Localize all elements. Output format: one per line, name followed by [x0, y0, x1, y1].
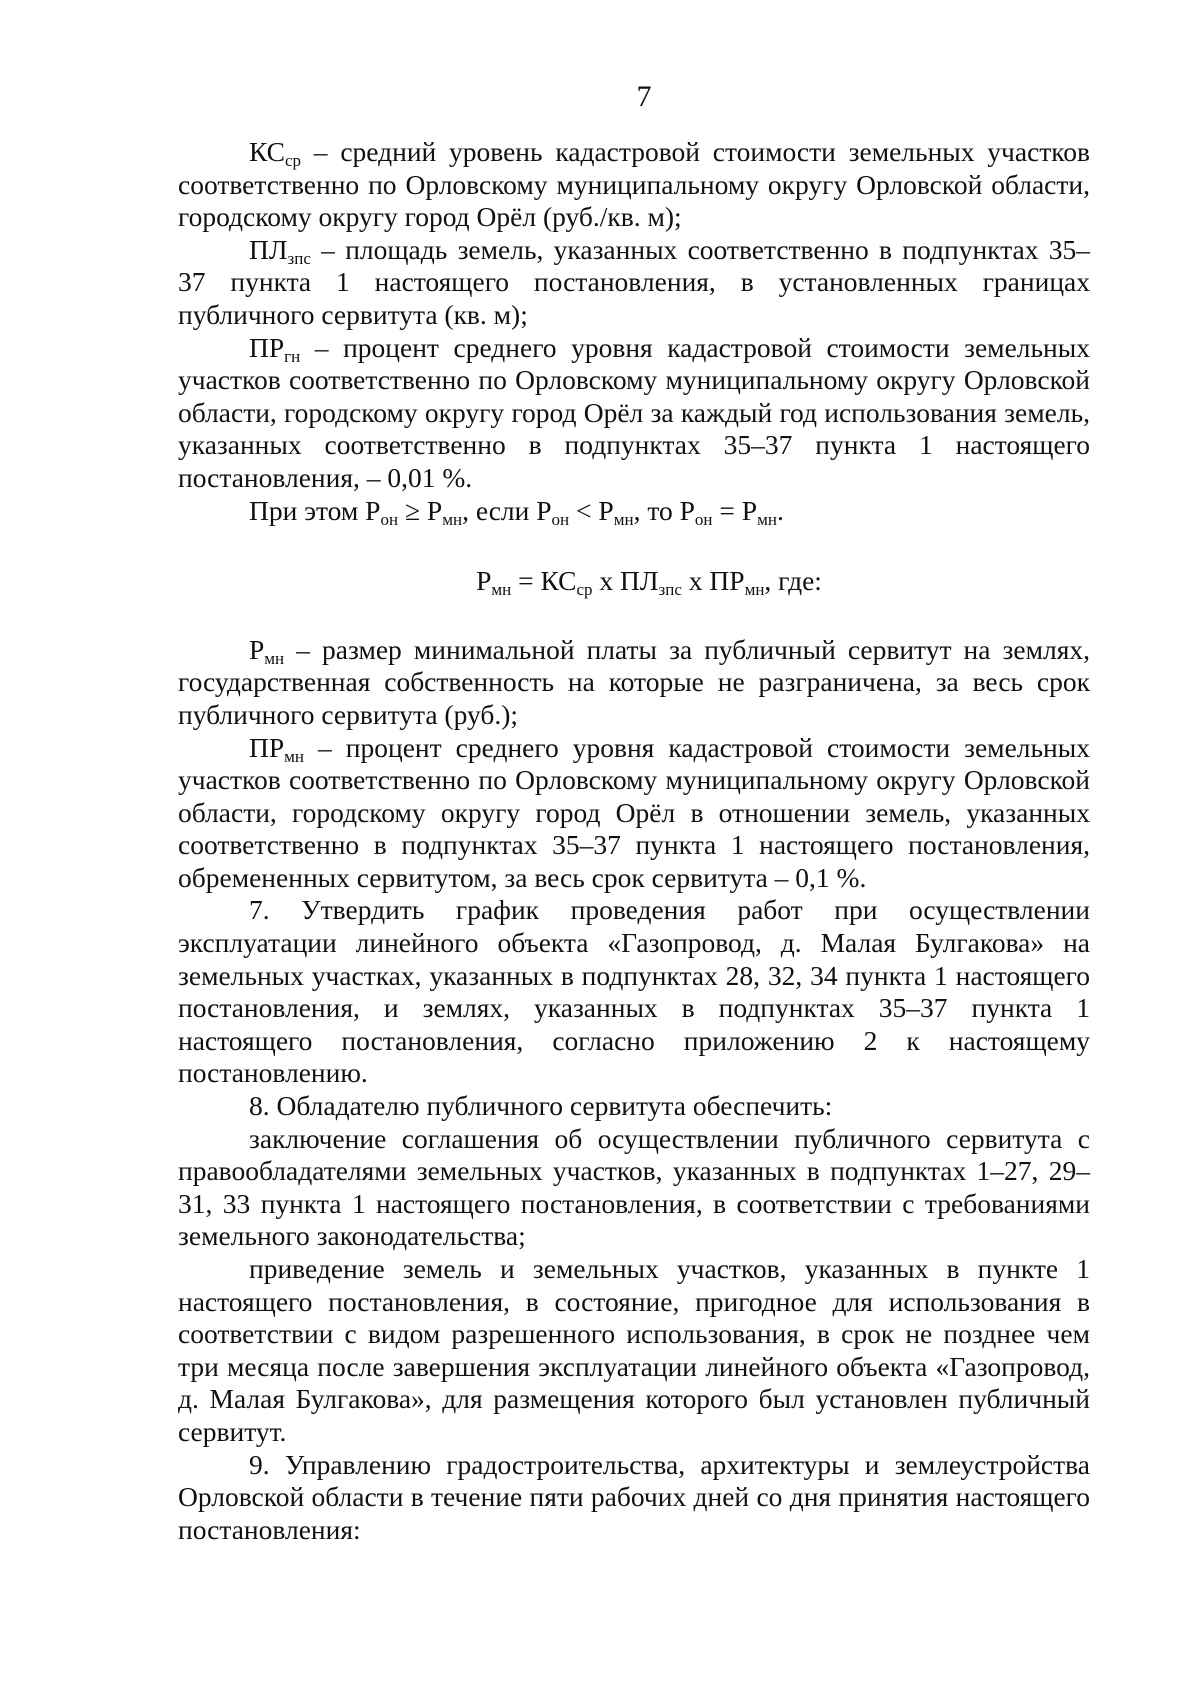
- symbol-subscript: зпс: [287, 248, 311, 268]
- subscript: он: [694, 509, 713, 529]
- subscript: он: [551, 509, 570, 529]
- page-number: 7: [636, 80, 652, 113]
- symbol-subscript: мн: [284, 746, 305, 766]
- definition-text: – средний уровень кадастровой стоимости земельных участков соответственно по Орловскому муниципальному округу Орловской области, городскому округу город Орёл (руб./кв. м);: [178, 136, 1090, 233]
- text-run: , если Р: [462, 494, 552, 526]
- paragraph-8: 8. Обладателю публичного сервитута обеспечить:: [249, 1090, 833, 1122]
- symbol: ПР: [249, 331, 285, 363]
- paragraph-9: 9. Управлению градостроительства, архитектуры и землеустройства Орловской области в течение пяти рабочих дней со дня принятия настоящего постановления:: [178, 1448, 1090, 1545]
- subscript: мн: [757, 509, 777, 529]
- symbol: ПР: [249, 731, 285, 763]
- definition-text: – процент среднего уровня кадастровой стоимости земельных участков соответственно по Орловскому муниципальному округу Орловской области, городскому округу город Орёл за каждый год использования земель, указанных соответственно в подпунктах 35–37 пункта 1 настоящего постановления, – 0,01 %.: [178, 331, 1090, 493]
- text-run: = Р: [712, 494, 758, 526]
- definition-pr-mn: [178, 732, 1090, 895]
- text-run: х ПЛ: [592, 565, 659, 597]
- definition-text: – размер минимальной платы за публичный сервитут на землях, государственная собственность на которые не разграничена, за весь срок публичного сервитута (руб.);: [178, 633, 1090, 730]
- paragraph-8-item-2: приведение земель и земельных участков, указанных в пункте 1 настоящего постановления, в состояние, пригодное для использования в соответствии с видом разрешенного использования, в срок не позднее чем три месяца после завершения эксплуатации линейного объекта «Газопровод, д. Малая Булгакова», для размещения которого был установлен публичный сервитут.: [178, 1253, 1090, 1447]
- subscript: мн: [744, 580, 765, 600]
- text-run: , где:: [764, 565, 822, 597]
- definition-text: – площадь земель, указанных соответственно в подпунктах 35–37 пункта 1 настоящего постановления, в установленных границах публичного сервитута (кв. м);: [178, 233, 1090, 330]
- symbol: ПЛ: [249, 233, 288, 265]
- text-run: Р: [476, 565, 492, 597]
- text-run: ≥ Р: [398, 494, 443, 526]
- subscript: зпс: [658, 580, 682, 600]
- subscript: мн: [491, 580, 512, 600]
- text-run: < Р: [569, 494, 614, 526]
- symbol: КС: [249, 136, 285, 167]
- definition-text: – процент среднего уровня кадастровой стоимости земельных участков соответственно по Орловскому муниципальному округу Орловской области, городскому округу город Орёл в отношении земель, указанных соответственно в подпунктах 35–37 пункта 1 настоящего постановления, обремененных сервитутом, за весь срок сервитута – 0,1 %.: [178, 731, 1090, 893]
- text-run: , то Р: [633, 494, 695, 526]
- text-run: .: [776, 494, 784, 526]
- definition-ks-sr: [178, 136, 1090, 234]
- text-run: При этом Р: [249, 494, 381, 526]
- text-run: х ПР: [681, 565, 745, 597]
- text-run: = КС: [511, 565, 577, 597]
- subscript: мн: [442, 509, 463, 529]
- symbol: Р: [249, 633, 265, 665]
- definition-r-mn: [178, 634, 1090, 732]
- symbol-subscript: мн: [264, 648, 285, 668]
- symbol-subscript: ср: [285, 151, 302, 170]
- symbol-subscript: гн: [284, 346, 301, 366]
- subscript: он: [380, 509, 399, 529]
- condition-paragraph: [178, 495, 1090, 528]
- definition-pl-zps: [178, 234, 1090, 332]
- subscript: ср: [576, 580, 593, 600]
- formula: [178, 565, 1090, 598]
- subscript: мн: [613, 509, 634, 529]
- definition-pr-gn: [178, 332, 1090, 495]
- paragraph-8-item-1: заключение соглашения об осуществлении публичного сервитута с правообладателями земельных участков, указанных в подпунктах 1–27, 29–31, 33 пункта 1 настоящего постановления, в соответствии с требованиями земельного законодательства;: [178, 1122, 1090, 1252]
- paragraph-7: 7. Утвердить график проведения работ при осуществлении эксплуатации линейного объекта «Газопровод, д. Малая Булгакова» на земельных участках, указанных в подпунктах 28, 32, 34 пункта 1 настоящего постановления, и землях, указанных в подпунктах 35–37 пункта 1 настоящего постановления, согласно приложению 2 к настоящему постановлению.: [178, 894, 1090, 1089]
